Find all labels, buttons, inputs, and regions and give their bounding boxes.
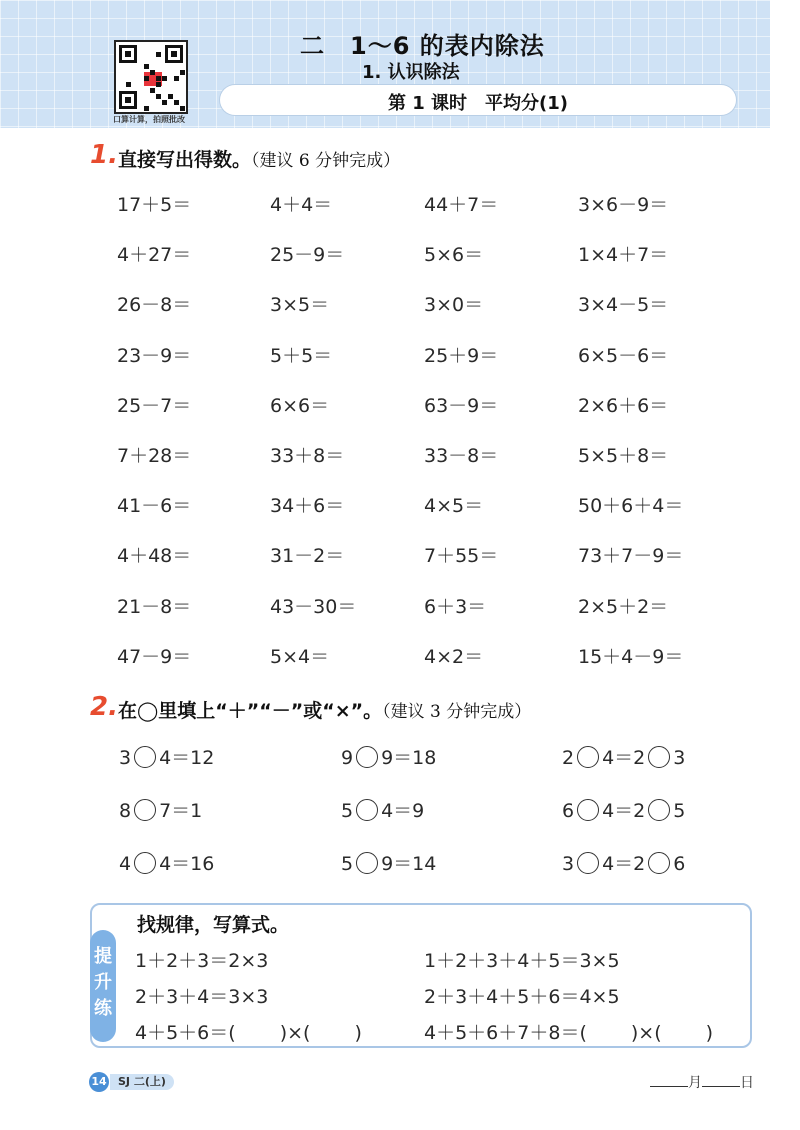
q2-rest: 4＝16 [159, 853, 215, 875]
q1-expression[interactable]: 50＋6＋4＝ [578, 495, 684, 518]
q2-operand: 6 [562, 800, 575, 822]
q1-expression[interactable]: 5＋5＝ [270, 344, 333, 367]
q1-expression[interactable]: 3×6－9＝ [578, 194, 669, 216]
operator-circle[interactable] [648, 852, 670, 874]
page-number-badge: 14 [89, 1072, 109, 1092]
question-1-number: 1. [90, 140, 118, 170]
q1-expression[interactable]: 43－30＝ [270, 595, 357, 618]
q2-operand: 8 [119, 800, 132, 822]
q1-expression[interactable]: 3×0＝ [424, 294, 484, 317]
q2-expression [562, 796, 685, 823]
qr-code-icon[interactable] [114, 40, 188, 114]
q1-expression[interactable]: 4＋27＝ [117, 244, 192, 267]
q2-expression [341, 743, 436, 770]
q1-expression[interactable]: 5×4＝ [270, 645, 330, 668]
unit-title: 二 1～6 的表内除法 [300, 32, 545, 60]
operator-circle[interactable] [577, 799, 599, 821]
q1-expression[interactable]: 25－7＝ [117, 394, 192, 417]
q1-expression[interactable]: 73＋7－9＝ [578, 545, 684, 568]
q2-rest: 4＝2 [602, 853, 646, 875]
q1-expression[interactable]: 21－8＝ [117, 595, 192, 618]
practice-title: 找规律，写算式。 [137, 914, 290, 936]
q1-expression[interactable]: 15＋4－9＝ [578, 645, 684, 668]
practice-tab [90, 930, 116, 1042]
question-2-text: 在◯里填上“＋”“－”或“×”。 [118, 700, 383, 722]
q2-rest: 4＝9 [381, 800, 425, 822]
q2-operand: 4 [119, 853, 132, 875]
q2-rest: 4＝2 [602, 747, 646, 769]
month-label: 月 [688, 1075, 702, 1091]
q1-expression[interactable]: 63－9＝ [424, 394, 499, 417]
q1-expression[interactable]: 7＋55＝ [424, 545, 499, 568]
lesson-title: 第 1 课时 平均分(1) [387, 93, 569, 114]
lesson-bar [220, 85, 736, 115]
q1-expression[interactable]: 7＋28＝ [117, 445, 192, 467]
q2-operand: 5 [341, 800, 354, 822]
q2-rest: 9＝14 [381, 853, 437, 875]
operator-circle[interactable] [134, 799, 156, 821]
operator-circle[interactable] [356, 852, 378, 874]
q1-expression[interactable]: 34＋6＝ [270, 495, 345, 518]
q2-expression [562, 743, 685, 770]
q1-expression[interactable]: 2×5＋2＝ [578, 595, 669, 618]
q1-expression[interactable]: 3×4－5＝ [578, 294, 669, 317]
question-2-number: 2. [90, 692, 118, 722]
q2-expression [119, 796, 202, 823]
q2-operand: 6 [673, 853, 686, 875]
q2-rest: 4＝12 [159, 747, 215, 769]
q2-expression [341, 796, 424, 823]
practice-expression: 1＋2＋3＋4＋5＝3×5 [424, 950, 620, 972]
q1-expression[interactable]: 6×5－6＝ [578, 344, 669, 367]
q1-expression[interactable]: 4＋48＝ [117, 545, 192, 568]
operator-circle[interactable] [356, 746, 378, 768]
practice-expression: 2＋3＋4＝3×3 [135, 986, 269, 1008]
operator-circle[interactable] [356, 799, 378, 821]
question-1-title [118, 145, 400, 172]
q1-expression[interactable]: 44＋7＝ [424, 194, 499, 216]
q1-expression[interactable]: 41－6＝ [117, 495, 192, 518]
q2-operand: 5 [673, 800, 686, 822]
q1-expression[interactable]: 4×5＝ [424, 495, 484, 518]
q1-expression[interactable]: 3×5＝ [270, 294, 330, 317]
q2-expression [119, 743, 214, 770]
q2-rest: 9＝18 [381, 747, 437, 769]
q2-expression [119, 849, 214, 876]
q1-expression[interactable]: 47－9＝ [117, 645, 192, 668]
question-2-hint: （建议 3 分钟完成） [382, 702, 532, 722]
day-label: 日 [740, 1075, 754, 1091]
q2-operand: 5 [341, 853, 354, 875]
book-tag: SJ 二(上) [110, 1074, 174, 1090]
qr-caption: 口算计算，拍照批改 [113, 115, 185, 124]
q1-expression[interactable]: 6＋3＝ [424, 595, 487, 618]
question-2-title [118, 696, 531, 723]
q1-expression[interactable]: 2×6＋6＝ [578, 394, 669, 417]
q1-expression[interactable]: 4＋4＝ [270, 194, 333, 216]
q2-operand: 3 [673, 747, 686, 769]
q1-expression[interactable]: 17＋5＝ [117, 194, 192, 216]
q2-operand: 9 [341, 747, 354, 769]
practice-expression: 2＋3＋4＋5＋6＝4×5 [424, 986, 620, 1008]
operator-circle[interactable] [577, 852, 599, 874]
q2-rest: 7＝1 [159, 800, 203, 822]
q2-expression [562, 849, 685, 876]
operator-circle[interactable] [648, 799, 670, 821]
operator-circle[interactable] [648, 746, 670, 768]
q2-operand: 3 [119, 747, 132, 769]
practice-expression[interactable]: 4＋5＋6＝( )×( ) [135, 1022, 362, 1044]
q1-expression[interactable]: 6×6＝ [270, 394, 330, 417]
question-1-text: 直接写出得数。 [118, 149, 252, 171]
q1-expression[interactable]: 25－9＝ [270, 244, 345, 267]
question-1-hint: （建议 6 分钟完成） [251, 151, 401, 171]
practice-expression: 1＋2＋3＝2×3 [135, 950, 269, 972]
q1-expression[interactable]: 5×5＋8＝ [578, 445, 669, 467]
practice-expression[interactable]: 4＋5＋6＋7＋8＝( )×( ) [424, 1022, 714, 1044]
q1-expression[interactable]: 5×6＝ [424, 244, 484, 267]
q1-expression[interactable]: 25＋9＝ [424, 344, 499, 367]
date-field[interactable] [650, 1072, 754, 1092]
operator-circle[interactable] [577, 746, 599, 768]
q2-operand: 2 [562, 747, 575, 769]
header-banner [0, 0, 770, 128]
q1-expression[interactable]: 33＋8＝ [270, 445, 345, 467]
q2-expression [341, 849, 436, 876]
q1-expression[interactable]: 4×2＝ [424, 645, 484, 668]
q1-expression[interactable]: 33－8＝ [424, 445, 499, 467]
practice-tab-label: 提 升 练 [94, 946, 112, 1019]
operator-circle[interactable] [134, 746, 156, 768]
q1-expression[interactable]: 31－2＝ [270, 545, 345, 568]
q1-expression[interactable]: 26－8＝ [117, 294, 192, 317]
q2-rest: 4＝2 [602, 800, 646, 822]
q1-expression[interactable]: 1×4＋7＝ [578, 244, 669, 267]
q1-expression[interactable]: 23－9＝ [117, 344, 192, 367]
section-title: 1. 认识除法 [362, 62, 460, 83]
operator-circle[interactable] [134, 852, 156, 874]
q2-operand: 3 [562, 853, 575, 875]
